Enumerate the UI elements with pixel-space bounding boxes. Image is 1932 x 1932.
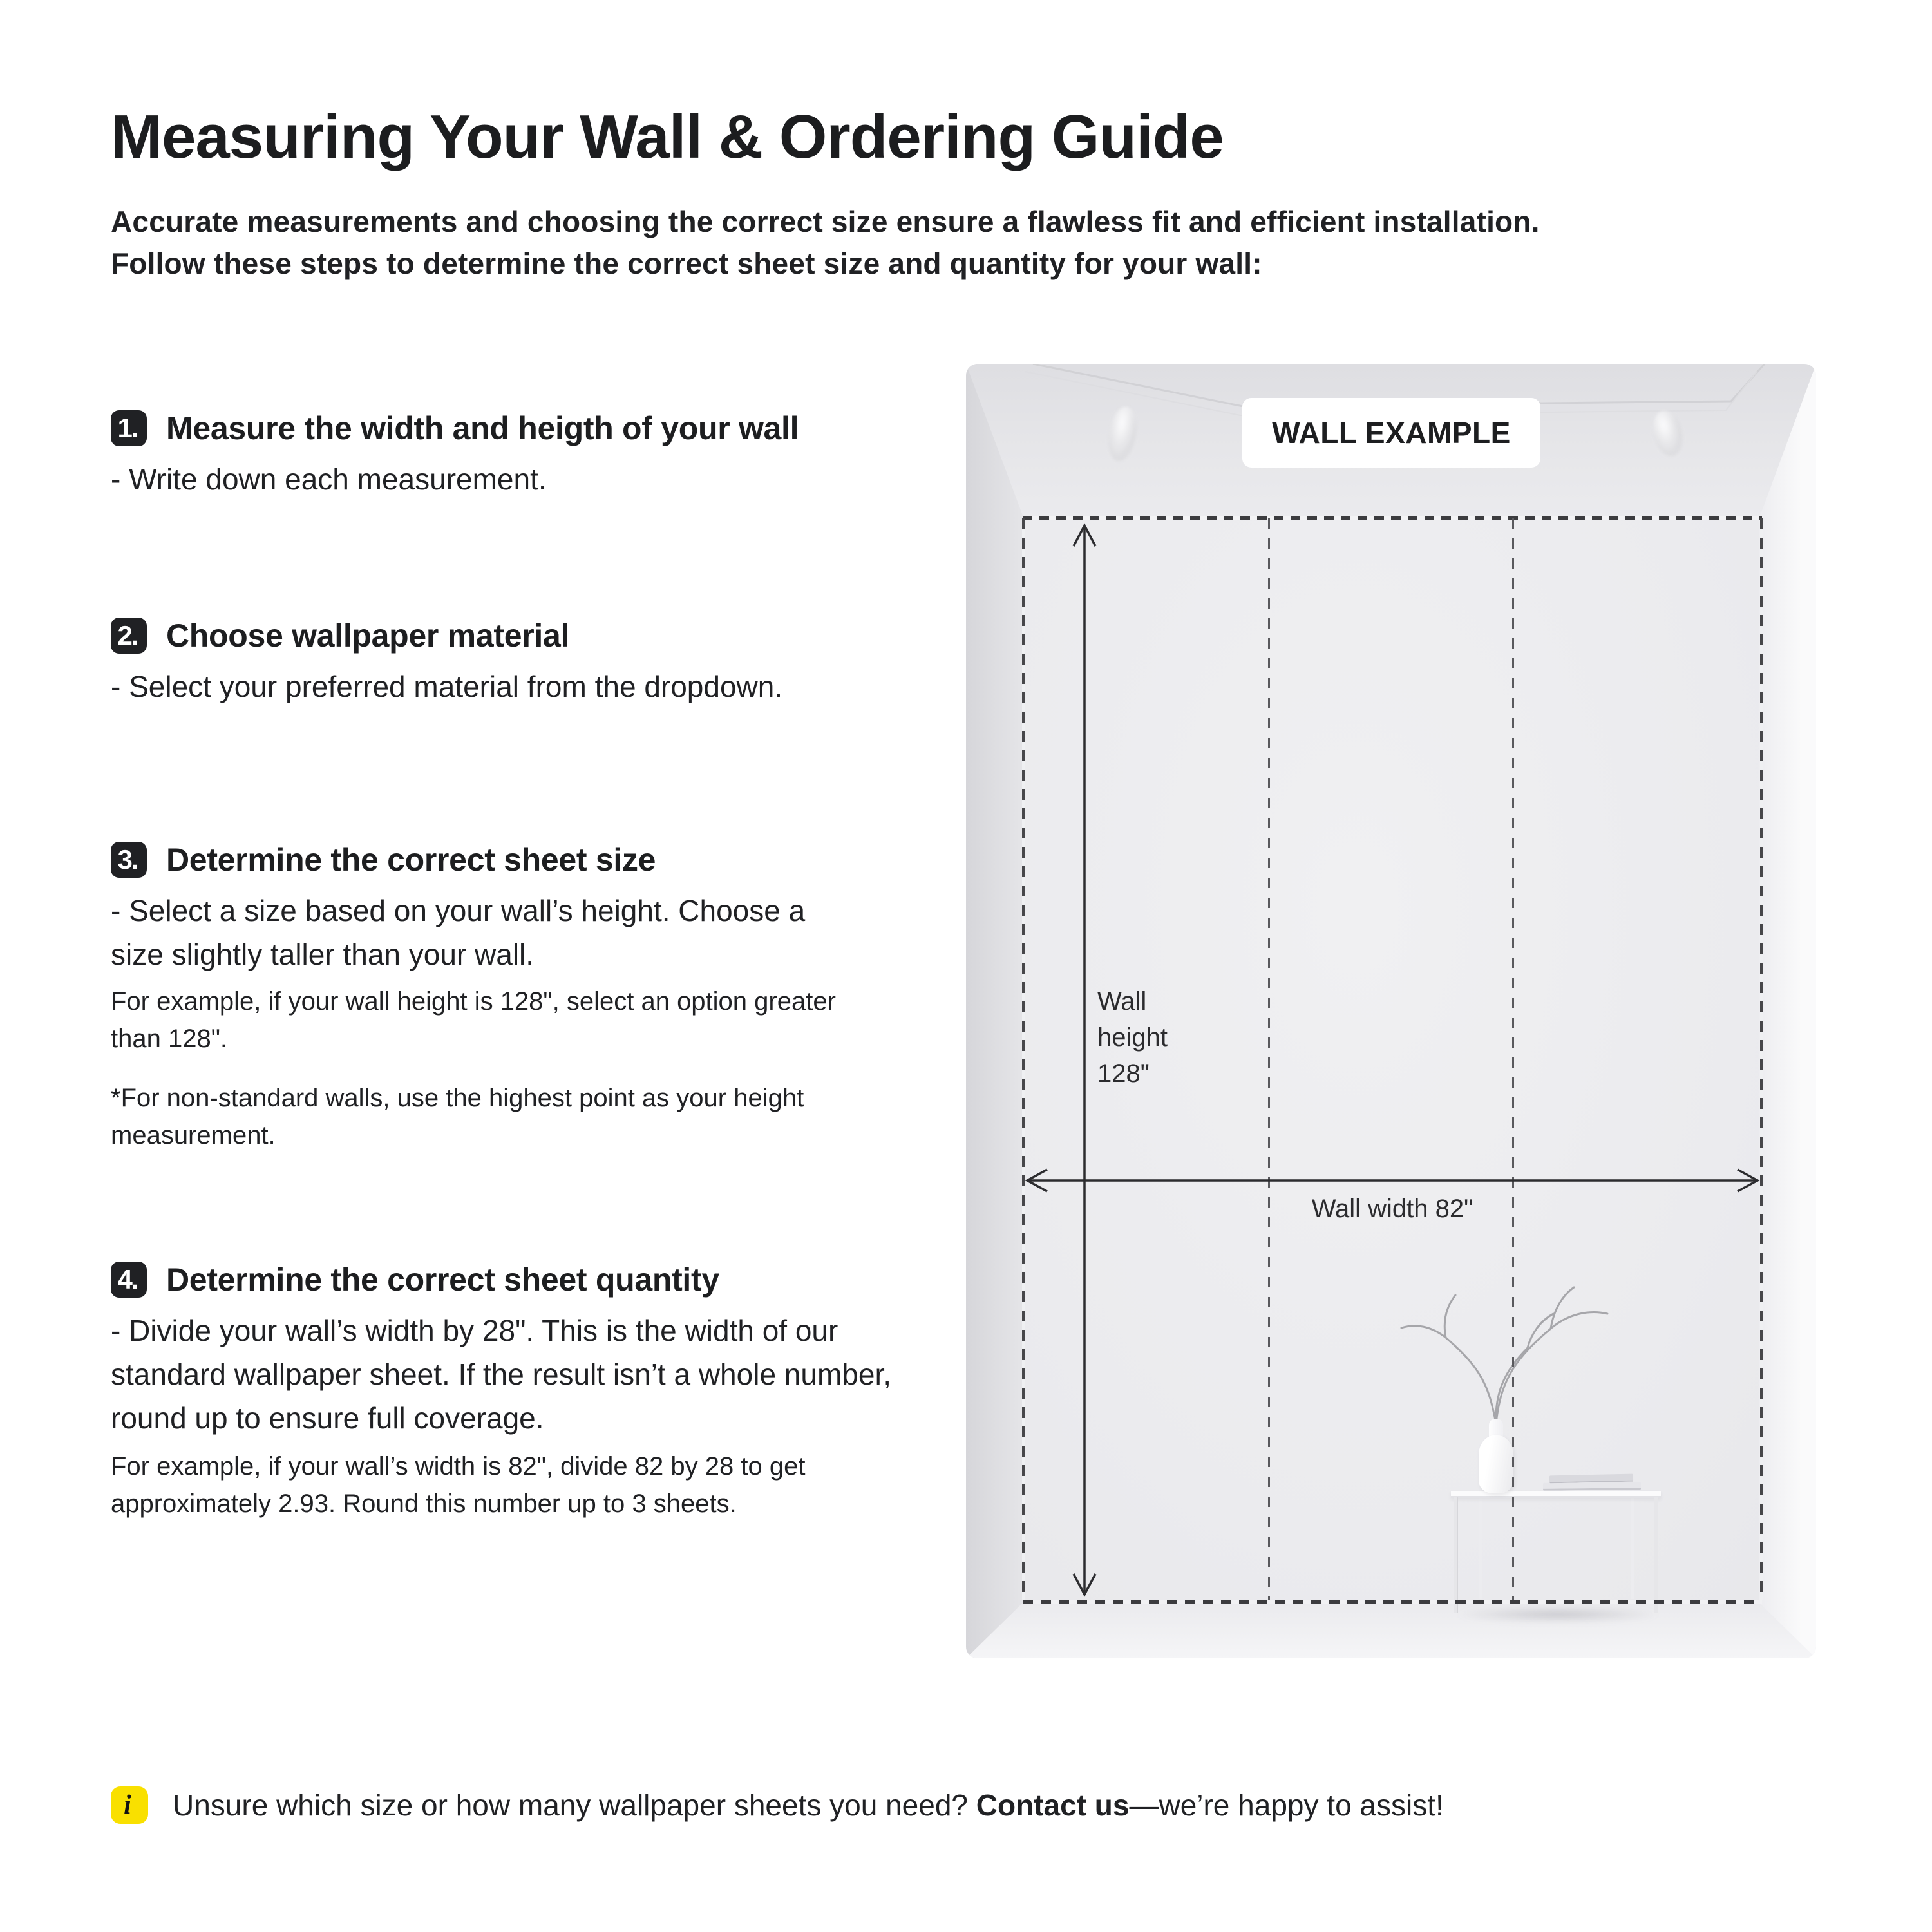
- room-floor: [966, 1599, 1816, 1658]
- step-4-heading: [111, 1261, 948, 1298]
- info-icon-glyph: i: [124, 1790, 131, 1820]
- step-1-heading: [111, 410, 948, 447]
- sheet-divider-line-2: [1512, 518, 1514, 1600]
- wall-outline-top-dashed: [1023, 516, 1762, 520]
- step-3-section: [111, 841, 948, 1154]
- sheet-divider-line-1: [1268, 518, 1270, 1600]
- step-2-number-badge: 2.: [111, 618, 147, 654]
- room-left-wall: [966, 364, 1024, 1658]
- table-leg-back-left: [1479, 1496, 1482, 1599]
- footer-text: [173, 1788, 1444, 1823]
- step-3-description: - Select a size based on your wall’s height. Choose a size slightly taller than your wall.: [111, 894, 806, 971]
- wall-width-label: Wall width 82": [1311, 1195, 1473, 1223]
- contact-us-link[interactable]: Contact us: [976, 1788, 1130, 1822]
- intro-line-2: Follow these steps to determine the correct sheet size and quantity for your wall:: [111, 247, 1262, 280]
- wall-example-figure: [966, 364, 1816, 1658]
- step-4-example-note: For example, if your wall’s width is 82", divide 82 by 28 to get approximately 2.93. Round this number up to 3 sheets.: [111, 1452, 806, 1518]
- room-right-wall: [1759, 364, 1816, 1658]
- footer-text-before: Unsure which size or how many wallpaper sheets you need?: [173, 1788, 976, 1822]
- wall-outline-right-dashed: [1760, 518, 1763, 1600]
- page-title: Measuring Your Wall & Ordering Guide: [111, 102, 1224, 171]
- table-leg-front-left: [1454, 1497, 1458, 1613]
- table-leg-front-right: [1654, 1497, 1658, 1613]
- wall-height-label: Wall height 128": [1097, 987, 1168, 1088]
- step-3-footnote: *For non-standard walls, use the highest point as your height measurement.: [111, 1084, 804, 1150]
- step-3-example-note: For example, if your wall height is 128", select an option greater than 128".: [111, 987, 836, 1053]
- step-3-heading: [111, 841, 948, 878]
- footer-text-after: —we’re happy to assist!: [1129, 1788, 1444, 1822]
- side-table: [1451, 1491, 1661, 1498]
- intro-text: [111, 201, 1811, 285]
- step-4-description: - Divide your wall’s width by 28". This is the width of our standard wallpaper sheet. If the result isn’t a whole number, round up to ensure full coverage.: [111, 1314, 892, 1435]
- step-4-title: Determine the correct sheet quantity: [166, 1262, 719, 1298]
- step-4-section: [111, 1261, 948, 1522]
- step-1-description: - Write down each measurement.: [111, 462, 547, 496]
- info-icon: [111, 1786, 148, 1824]
- wall-example-badge: WALL EXAMPLE: [1242, 398, 1540, 468]
- step-2-heading: [111, 617, 948, 654]
- vase: [1479, 1435, 1513, 1493]
- step-1-number-badge: 1.: [111, 410, 147, 446]
- ceiling-recess-lines: [966, 364, 1816, 1658]
- step-2-description: - Select your preferred material from the dropdown.: [111, 670, 783, 703]
- height-arrow: [1074, 525, 1095, 1595]
- wall-outline-bottom-dashed: [1023, 1600, 1762, 1604]
- step-4-number-badge: 4.: [111, 1262, 147, 1298]
- width-arrow: [1027, 1170, 1758, 1191]
- table-leg-back-right: [1631, 1496, 1634, 1599]
- step-2-title: Choose wallpaper material: [166, 618, 570, 654]
- vase-branches: [966, 364, 1816, 1658]
- intro-line-1: Accurate measurements and choosing the correct size ensure a flawless fit and efficient installation.: [111, 205, 1540, 238]
- step-3-title: Determine the correct sheet size: [166, 842, 656, 878]
- step-2-section: [111, 617, 948, 708]
- step-1-section: [111, 410, 948, 501]
- step-1-title: Measure the width and heigth of your wall: [166, 410, 799, 446]
- step-3-number-badge: 3.: [111, 842, 147, 878]
- measurement-arrows: [966, 364, 1816, 1658]
- book-bottom: [1543, 1482, 1641, 1491]
- wall-outline-left-dashed: [1022, 518, 1025, 1600]
- footer-note: [111, 1786, 1444, 1824]
- table-shadow: [1454, 1607, 1662, 1622]
